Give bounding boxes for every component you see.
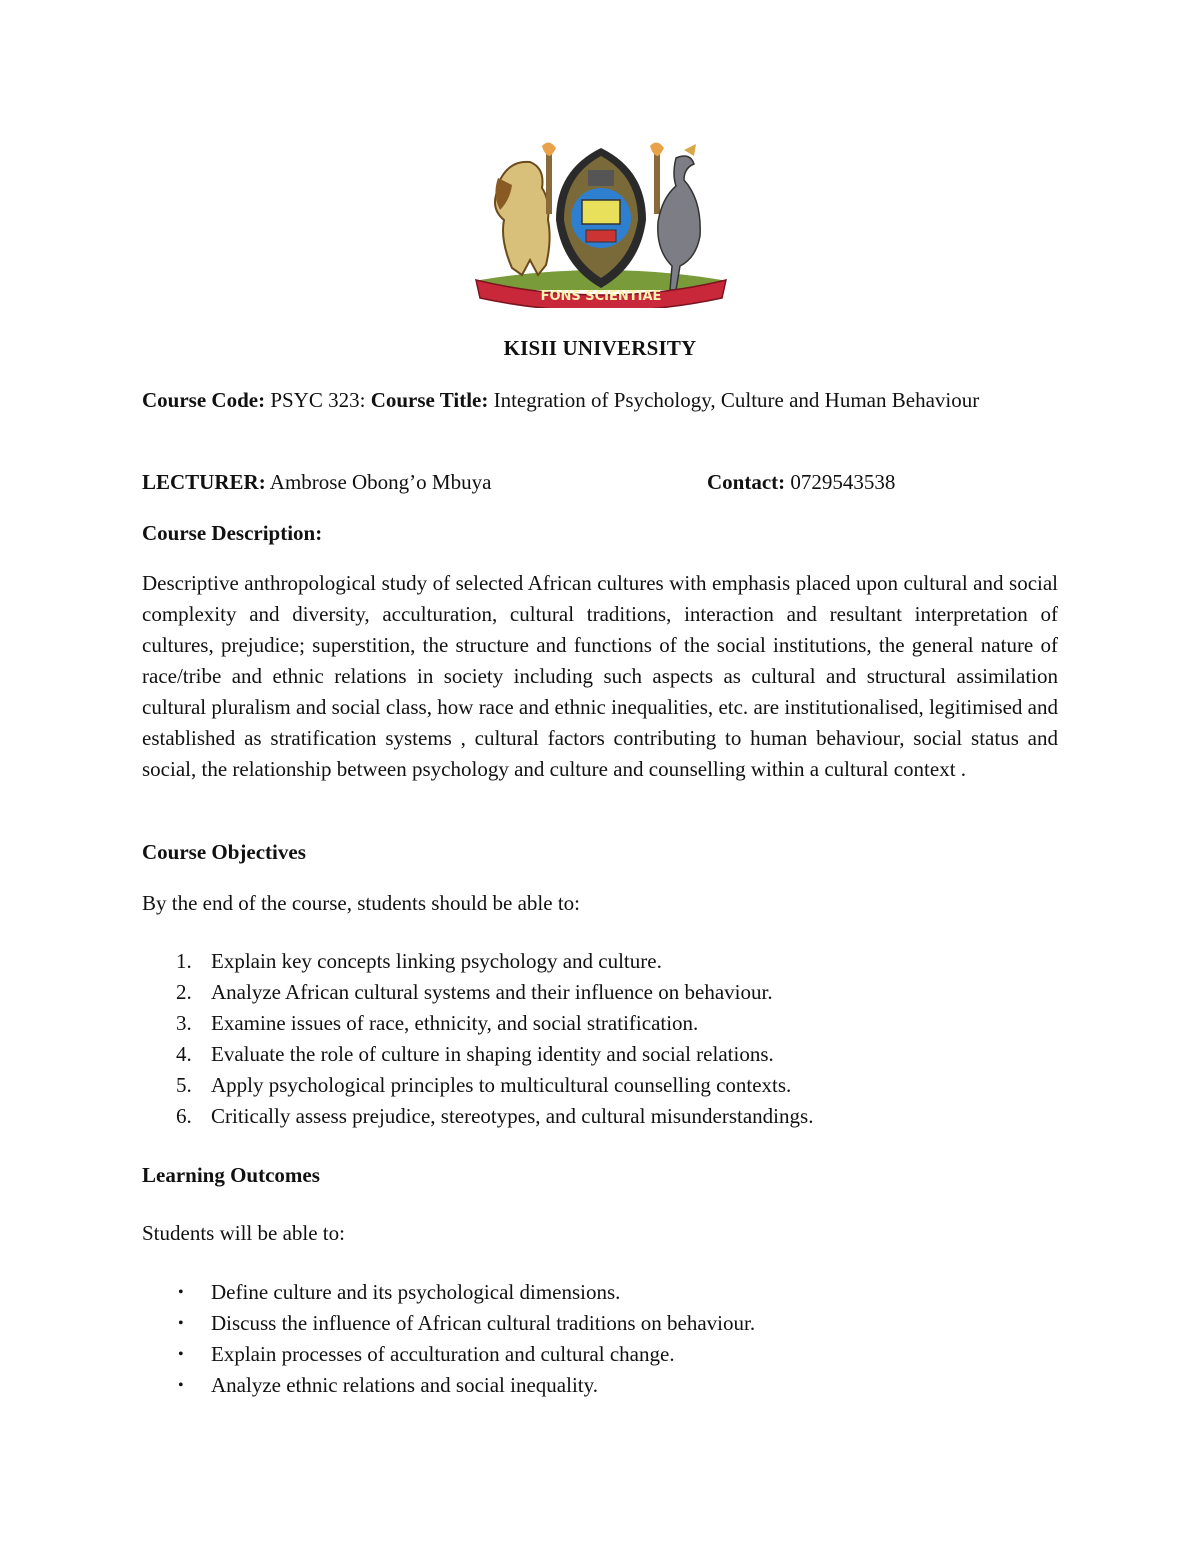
course-description-heading: Course Description: bbox=[142, 521, 323, 545]
list-item: 5. Apply psychological principles to multicultural counselling contexts. bbox=[176, 1073, 792, 1097]
course-title-value: Integration of Psychology, Culture and Human Behaviour bbox=[493, 388, 980, 412]
course-code-value: PSYC 323: bbox=[270, 388, 366, 412]
course-objectives-heading: Course Objectives bbox=[142, 840, 306, 864]
contact-value: 0729543538 bbox=[790, 470, 896, 494]
lecturer-name: Ambrose Obong’o Mbuya bbox=[269, 470, 492, 494]
lecturer-line bbox=[142, 467, 1058, 498]
list-item: 4. Evaluate the role of culture in shaping identity and social relations. bbox=[176, 1042, 774, 1066]
course-info bbox=[142, 385, 1058, 416]
course-description-text: Descriptive anthropological study of selected African cultures with emphasis placed upon cultural and social complexity and diversity, acculturation, cultural traditions, interaction and resultant interpretation of cultures, prejudice; superstition, the structure and functions of the social institutions, the general nature of race/tribe and ethnic relations in society including such aspects as cultural and structural assimilation cultural pluralism and social class, how race and ethnic inequalities, etc. are institutionalised, legitimised and established as stratification systems , cultural factors contributing to human behaviour, social status and social, the relationship between psychology and culture and counselling within a cultural context . bbox=[142, 571, 1058, 781]
list-item: • Explain processes of acculturation and cultural change. bbox=[142, 1339, 1058, 1370]
bullet-icon: • bbox=[178, 1315, 184, 1332]
list-item: • Define culture and its psychological dimensions. bbox=[142, 1277, 1058, 1308]
list-item: 3. Examine issues of race, ethnicity, and social stratification. bbox=[176, 1011, 699, 1035]
contact-info bbox=[707, 467, 895, 498]
list-item: 2. Analyze African cultural systems and their influence on behaviour. bbox=[176, 980, 773, 1004]
objectives-list bbox=[142, 946, 1058, 1132]
learning-outcomes-intro: Students will be able to: bbox=[142, 1221, 345, 1245]
outcomes-list bbox=[142, 1277, 1058, 1401]
course-objectives-intro: By the end of the course, students should be able to: bbox=[142, 891, 580, 915]
list-item: • Analyze ethnic relations and social inequality. bbox=[142, 1370, 1058, 1401]
university-crest-logo bbox=[470, 140, 732, 308]
learning-outcomes-heading: Learning Outcomes bbox=[142, 1163, 320, 1187]
bullet-icon: • bbox=[178, 1377, 184, 1394]
course-code-label: Course Code: bbox=[142, 388, 266, 412]
bullet-icon: • bbox=[178, 1284, 184, 1301]
list-item: 1. Explain key concepts linking psychology and culture. bbox=[176, 949, 662, 973]
contact-label: Contact: bbox=[707, 470, 786, 494]
bullet-icon: • bbox=[178, 1346, 184, 1363]
crest-graphic bbox=[470, 140, 732, 308]
lecturer-label: LECTURER: bbox=[142, 470, 266, 494]
university-name: KISII UNIVERSITY bbox=[503, 336, 697, 360]
list-item: • Discuss the influence of African cultural traditions on behaviour. bbox=[142, 1308, 1058, 1339]
crest-motto: FONS SCIENTIAE bbox=[540, 289, 662, 304]
course-title-label: Course Title: bbox=[370, 388, 489, 412]
list-item: 6. Critically assess prejudice, stereotypes, and cultural misunderstandings. bbox=[176, 1104, 814, 1128]
